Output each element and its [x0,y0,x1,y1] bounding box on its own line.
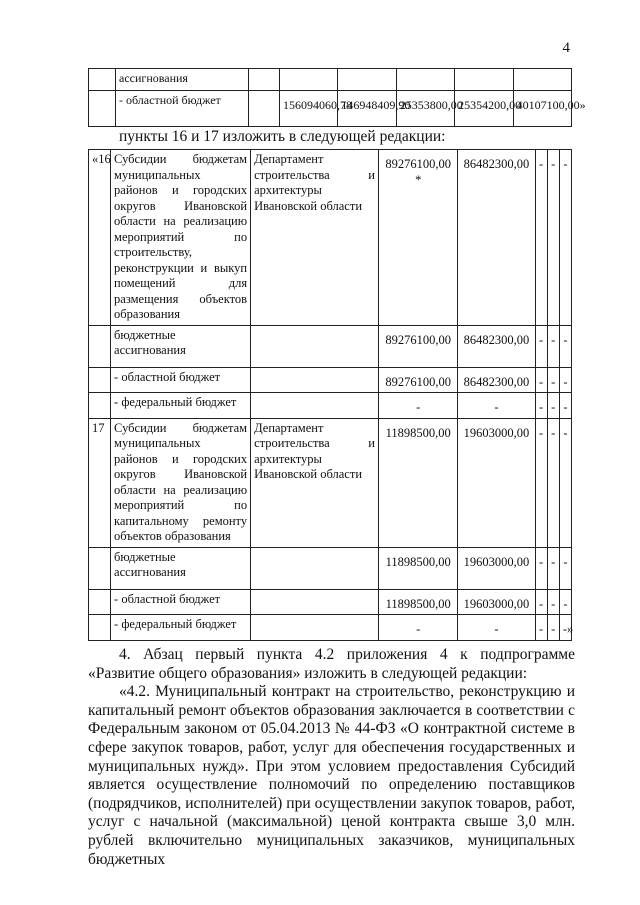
item-number: «16 [89,150,111,326]
row-label: ассигнования [116,69,249,91]
paragraph: 4. Абзац первый пункта 4.2 приложения 4 к подпрограмме «Развитие общего образования» изложить в следующей редакции: [88,646,575,682]
table-row: - областной бюджет 156094060,78 146948409,90 25353800,00 25354200,00 40107100,00» [89,91,572,127]
table-row: - областной бюджет 11898500,00 19603000,00 - - - [89,589,572,615]
item-executor: Департамент строительства и архитектуры Ивановской области [251,418,379,547]
row-label: - областной бюджет [116,91,249,127]
item-name: Субсидии бюджетам муниципальных районов и городских округов Ивановской области на реализацию мероприятий по строительству, реконструкции и выкуп помещений для размещения объектов образования [111,150,251,326]
table-row: 17 Субсидии бюджетам муниципальных районов и городских округов Ивановской области на реализацию мероприятий по капитальному ремонту объектов образования Департамент строительства и архитектуры Ивановской области 11898500,00 19603000,00 - - - [89,418,572,547]
table-row: «16 Субсидии бюджетам муниципальных районов и городских округов Ивановской области на реализацию мероприятий по строительству, реконструкции и выкуп помещений для размещения объектов образования Департамент строительства и архитектуры Ивановской области 89276100,00 * 86482300,00 - - - [89,150,572,326]
row-label: бюджетные ассигнования [111,325,251,367]
page-number: 4 [562,40,570,56]
row-label: - федеральный бюджет [111,615,251,641]
row-label: - федеральный бюджет [111,393,251,419]
table-row: бюджетные ассигнования 89276100,00 86482300,00 - - - [89,325,572,367]
item-executor: Департамент строительства и архитектуры Ивановской области [251,150,379,326]
row-label: - областной бюджет [111,589,251,615]
table-row: - областной бюджет 89276100,00 86482300,00 - - - [89,367,572,393]
item-number: 17 [89,418,111,547]
intro-line: пункты 16 и 17 изложить в следующей редакции: [119,128,446,145]
body-text [88,646,575,869]
table-row: бюджетные ассигнования 11898500,00 19603000,00 - - - [89,547,572,589]
table-row: - федеральный бюджет - - - - -» [89,615,572,641]
top-table-fragment [88,68,586,127]
row-label: бюджетные ассигнования [111,547,251,589]
subsidies-table [88,149,572,641]
row-label: - областной бюджет [111,367,251,393]
item-name: Субсидии бюджетам муниципальных районов и городских округов Ивановской области на реализацию мероприятий по капитальному ремонту объектов образования [111,418,251,547]
table-row: - федеральный бюджет - - - - - [89,393,572,419]
table-row [89,69,572,91]
paragraph: «4.2. Муниципальный контракт на строительство, реконструкцию и капитальный ремонт объектов образования заключается в соответствии с Федеральным законом от 05.04.2013 № 44-ФЗ «О контрактной системе в сфере закупок товаров, работ, услуг для обеспечения государственных и муниципальных нужд». При этом условием предоставления Субсидий является осуществление полномочий по определению поставщиков (подрядчиков, исполнителей) при осуществлении закупок товаров, работ, услуг с начальной (максимальной) ценой контракта свыше 3,0 млн. рублей включительно муниципальных заказчиков, муниципальных бюджетных [88,683,575,868]
